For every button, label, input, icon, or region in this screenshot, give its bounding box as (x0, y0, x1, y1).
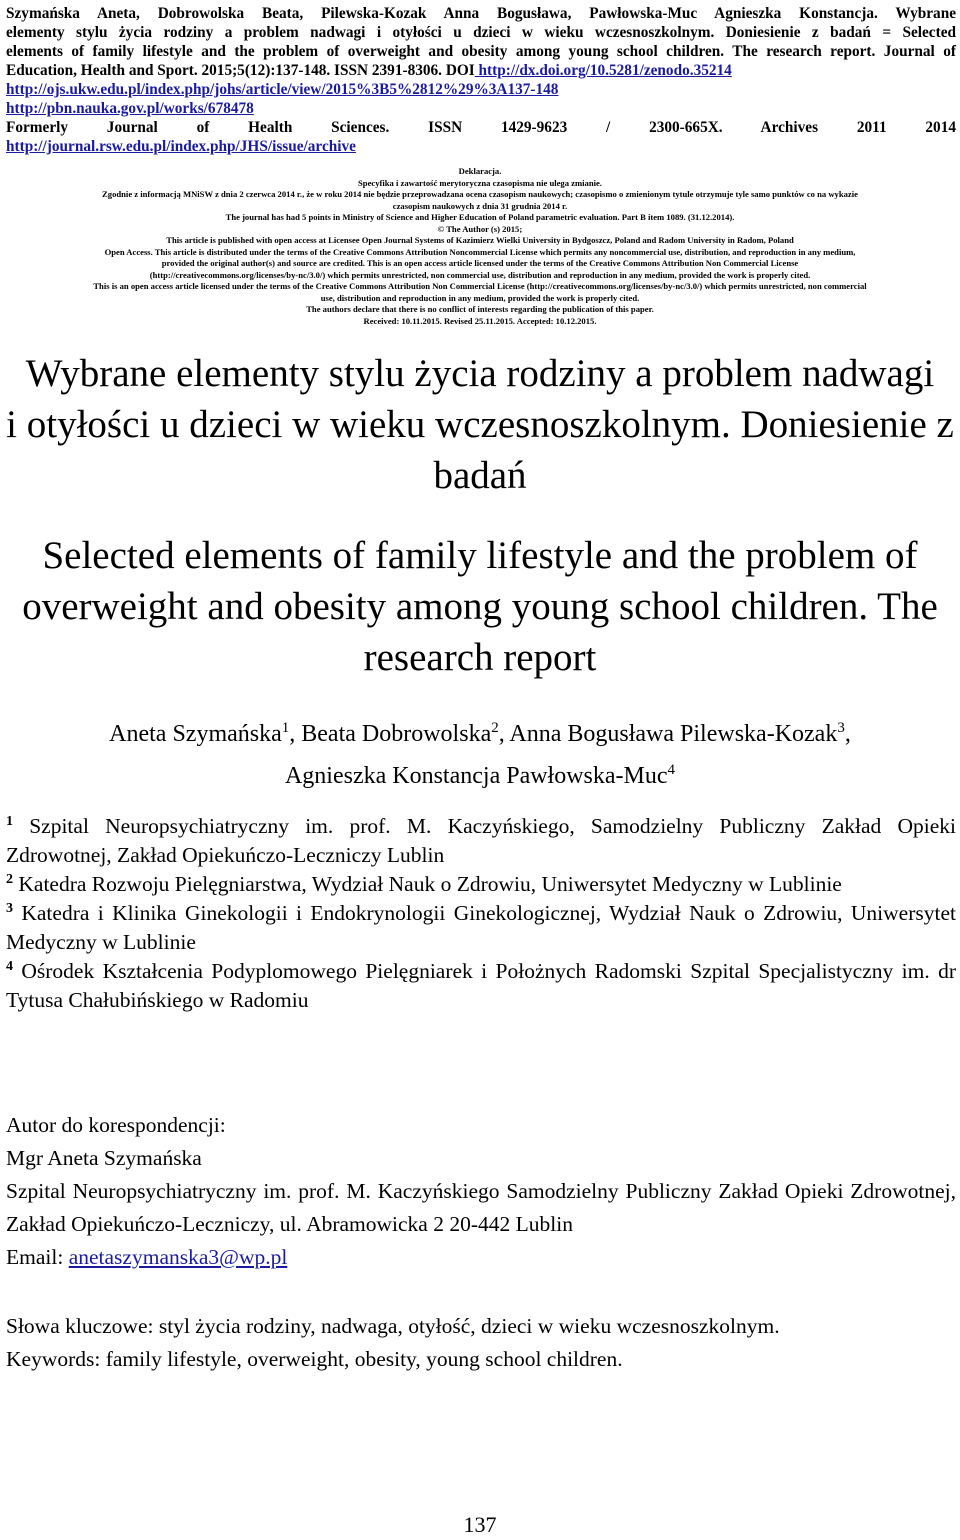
affiliation-text: Ośrodek Kształcenia Podyplomowego Pielęgniarek i Położnych Radomski Szpital Specjalistyczny im. dr Tytusa Chałubińskiego w Radomiu (6, 959, 956, 1012)
author-name: Agnieszka Konstancja Pawłowska-Muc (284, 763, 668, 789)
author-sep: , (844, 721, 851, 747)
citation-line (6, 61, 956, 80)
correspondence-heading: Autor do korespondencji: (6, 1113, 226, 1137)
citation-line: elements of family lifestyle and the problem of overweight and obesity among young school children. The research report. Journal of (6, 43, 956, 60)
formerly-line: Formerly Journal of Health Sciences. ISSN 1429-9623 / 2300-665X. Archives 2011 2014 (6, 119, 956, 136)
affiliations-block (6, 812, 956, 1015)
correspondence-address: Szpital Neuropsychiatryczny im. prof. M. Kaczyńskiego Samodzielny Publiczny Zakład Opieki Zdrowotnej, Zakład Opiekuńczo-Leczniczy, ul. Abramowicka 2 20-442 Lublin (6, 1179, 956, 1236)
keywords-block (6, 1310, 956, 1376)
archive-link[interactable]: http://journal.rsw.edu.pl/index.php/JHS/issue/archive (6, 138, 356, 155)
author-sup: 2 (491, 720, 499, 736)
title-line: Selected elements of family lifestyle and the problem of (42, 534, 918, 577)
author-list (0, 710, 960, 794)
title-polish (0, 348, 960, 501)
ojs-link[interactable]: http://ojs.ukw.edu.pl/index.php/johs/article/view/2015%3B5%2812%29%3A137-148 (6, 81, 559, 98)
declaration-line: This is an open access article licensed under the terms of the Creative Commons Attribution Non Commercial License (http://creativecommons.org/licenses/by-nc/3.0/) which permits unrestricted, non commercial (93, 281, 867, 291)
email-link[interactable]: anetaszymanska3@wp.pl (68, 1245, 288, 1269)
keywords-english: Keywords: family lifestyle, overweight, obesity, young school children. (6, 1347, 623, 1371)
keywords-polish: Słowa kluczowe: styl życia rodziny, nadwaga, otyłość, dzieci w wieku wczesnoszkolnym. (6, 1314, 780, 1338)
doi-link[interactable]: http://dx.doi.org/10.5281/zenodo.35214 (474, 62, 732, 79)
title-line: research report (363, 636, 597, 679)
affiliation-item (6, 899, 956, 957)
affiliation-item (6, 957, 956, 1015)
author-sep: , (289, 721, 302, 747)
citation-line: elementy stylu życia rodziny a problem nadwagi i otyłości u dzieci w wieku wczesnoszkolnym. Doniesienie z badań = Selected (6, 24, 956, 41)
affiliation-text: Katedra i Klinika Ginekologii i Endokrynologii Ginekologicznej, Wydział Nauk o Zdrowiu, Uniwersytet Medyczny w Lublinie (6, 901, 956, 954)
correspondence-name: Mgr Aneta Szymańska (6, 1146, 202, 1170)
title-line: Wybrane elementy stylu życia rodziny a problem nadwagi (25, 352, 935, 395)
declaration-line: czasopism naukowych z dnia 31 grudnia 2014 r. (392, 200, 568, 211)
correspondence-email-line (6, 1241, 956, 1274)
affiliation-item (6, 870, 956, 899)
declaration-line: The journal has had 5 points in Ministry of Science and Higher Education of Poland parametric evaluation. Part B item 1089. (31.12.2014). (225, 212, 735, 222)
author-line (0, 710, 960, 752)
title-line: i otyłości u dzieci w wieku wczesnoszkolnym. Doniesienie z (6, 403, 954, 446)
declaration-line: Open Access. This article is distributed under the terms of the Creative Commons Attribution Noncommercial License which permits any noncommercial use, distribution, and reproduction in any medium, (104, 246, 856, 257)
declaration-line: provided the original author(s) and source are credited. This is an open access article licensed under the terms of the Creative Commons Attribution Non Commercial License (161, 258, 799, 268)
citation-line (6, 99, 956, 118)
declaration-block (0, 166, 960, 327)
title-line: badań (433, 454, 527, 497)
affiliation-number: 4 (6, 959, 13, 974)
affiliation-item (6, 812, 956, 870)
author-sup: 1 (281, 720, 290, 736)
declaration-line: (http://creativecommons.org/licenses/by-nc/3.0/) which permits unrestricted, non commercial use, distribution and reproduction in any medium, provided the work is properly cited. (149, 269, 811, 280)
affiliation-text: Katedra Rozwoju Pielęgniarstwa, Wydział Nauk o Zdrowiu, Uniwersytet Medyczny w Lublinie (13, 872, 842, 896)
author-name: Beata Dobrowolska (301, 721, 492, 747)
declaration-line: The authors declare that there is no conflict of interests regarding the publication of this paper. (306, 304, 654, 314)
declaration-line: Specyfika i zawartość merytoryczna czasopisma nie ulega zmianie. (358, 177, 602, 188)
affiliation-number: 1 (6, 814, 13, 829)
author-sup: 3 (837, 720, 845, 736)
author-sup: 4 (667, 762, 676, 778)
title-line: overweight and obesity among young school children. The (22, 585, 938, 628)
citation-text: Education, Health and Sport. 2015;5(12):137-148. ISSN 2391-8306. DOI (6, 62, 475, 79)
declaration-line: © The Author (s) 2015; (437, 223, 523, 234)
declaration-line: Zgodnie z informacją MNiSW z dnia 2 czerwca 2014 r., że w roku 2014 nie będzie przeprowadzana ocena czasopism naukowych; czasopismo o zmienionym tytule otrzymuje tyle samo punktów co na wykazie (102, 189, 858, 199)
affiliation-text: Szpital Neuropsychiatryczny im. prof. M. Kaczyńskiego, Samodzielny Publiczny Zakład Opieki Zdrowotnej, Zakład Opiekuńczo-Leczniczy Lublin (6, 814, 956, 867)
affiliation-number: 2 (6, 872, 13, 887)
pbn-link[interactable]: http://pbn.nauka.gov.pl/works/678478 (6, 100, 254, 117)
declaration-heading: Deklaracja. (458, 166, 502, 176)
email-label: Email: (6, 1245, 69, 1269)
author-name: Aneta Szymańska (109, 721, 282, 747)
citation-line: Szymańska Aneta, Dobrowolska Beata, Pilewska-Kozak Anna Bogusława, Pawłowska-Muc Agnieszka Konstancja. Wybrane (6, 5, 956, 22)
page-number: 137 (463, 1512, 497, 1537)
declaration-line: This article is published with open access at Licensee Open Journal Systems of Kazimierz Wielki University in Bydgoszcz, Poland and Radom University in Radom, Poland (166, 235, 794, 245)
correspondence-block (6, 1109, 956, 1274)
author-sep: , (498, 721, 510, 747)
citation-line (6, 80, 956, 99)
author-name: Anna Bogusława Pilewska-Kozak (509, 721, 838, 747)
title-english (0, 530, 960, 683)
citation-line (6, 137, 956, 156)
declaration-line: Received: 10.11.2015. Revised 25.11.2015. Accepted: 10.12.2015. (363, 315, 597, 326)
author-line (0, 752, 960, 794)
citation-block (6, 4, 956, 156)
affiliation-number: 3 (6, 901, 13, 916)
declaration-line: use, distribution and reproduction in any medium, provided the work is properly cited. (320, 292, 640, 303)
